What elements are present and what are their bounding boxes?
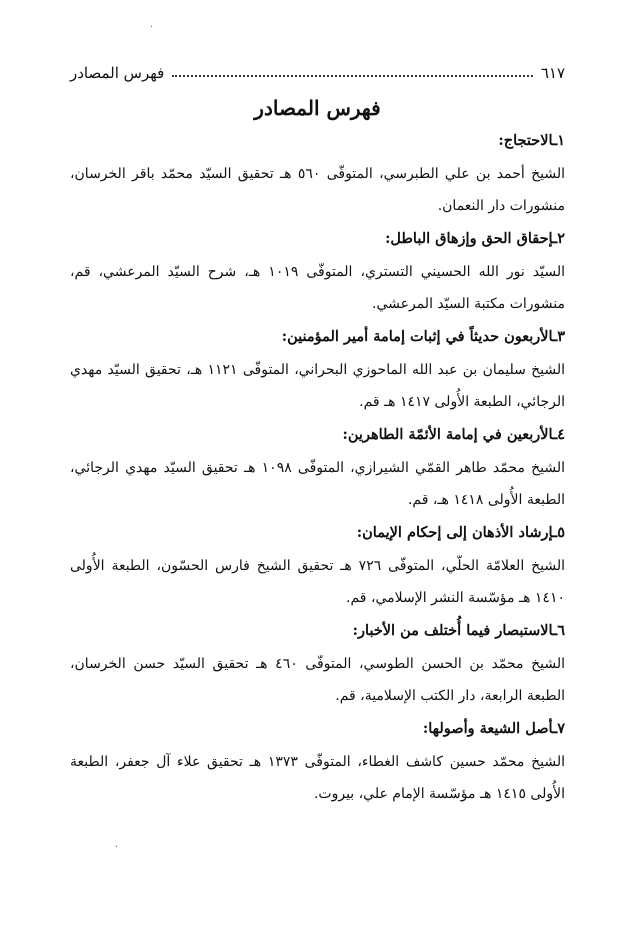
page-title: فهرس المصادر [254,96,381,120]
scan-speck: · [115,842,119,853]
entry-title-line [70,320,565,354]
entry-title-line [70,418,565,452]
entry-title: إحقاق الحق وإزهاق الباطل: [385,230,553,247]
entry-title: الاستبصار فيما أُختلف من الأخبار: [352,622,553,639]
bibliography-entry [70,614,565,712]
entry-title: الأربعين في إمامة الأئمّة الطاهرين: [342,426,553,443]
entry-number: ١ـ [552,132,565,149]
entry-description: الشيخ محمّد حسين كاشف الغطاء، المتوفّى ١٣٧٣ هـ تحقيق علاء آل جعفر، الطبعة الأُولى ١٤١٥ هـ مؤسّسة الإمام علي، بيروت. [70,754,566,802]
header-dot-leader [172,74,532,77]
scan-speck: · [150,22,154,33]
entry-title-line [70,712,565,746]
bibliography-entry [70,712,565,810]
bibliography-entry [70,516,565,614]
entry-title: الاحتجاج: [498,132,553,149]
running-header [70,58,565,82]
entry-description: الشيخ سليمان بن عبد الله الماحوزي البحراني، المتوفّى ١١٢١ هـ، تحقيق السيّد مهدي الرجائي، الطبعة الأُولى ١٤١٧ هـ قم. [70,362,565,410]
entry-description: الشيخ أحمد بن علي الطبرسي، المتوفّى ٥٦٠ هـ تحقيق السيّد محمّد باقر الخرسان، منشورات دار النعمان. [70,166,565,214]
entry-number: ٦ـ [552,622,565,639]
entry-title-line [70,516,565,550]
entry-number: ٣ـ [552,328,565,345]
entry-title-line [70,614,565,648]
entry-number: ٤ـ [552,426,565,443]
entry-number: ٢ـ [552,230,565,247]
entry-title-line [70,222,565,256]
bibliography-entry [70,124,565,222]
entry-number: ٥ـ [552,524,565,541]
entry-description: الشيخ محمّد طاهر القمّي الشيرازي، المتوفّى ١٠٩٨ هـ تحقيق السيّد مهدي الرجائي، الطبعة الأُولى ١٤١٨ هـ، قم. [70,460,565,508]
page-number: ٦١٧ [540,64,565,82]
entry-title-line [70,124,565,158]
entry-number: ٧ـ [552,720,565,737]
entry-title: أصل الشيعة وأصولها: [422,720,553,737]
entry-title: إرشاد الأذهان إلى إحكام الإيمان: [356,524,553,541]
bibliography-entry [70,222,565,320]
bibliography-entry [70,320,565,418]
entry-title: الأربعون حديثاً في إثبات إمامة أمير المؤمنين: [281,328,553,345]
entry-description: الشيخ العلامّة الحلّي، المتوفّى ٧٢٦ هـ تحقيق الشيخ فارس الحسّون، الطبعة الأُولى ١٤١٠ هـ مؤسّسة النشر الإسلامي، قم. [70,558,565,606]
entry-description: السيّد نور الله الحسيني التستري، المتوفّى ١٠١٩ هـ، شرح السيّد المرعشي، قم، منشورات مكتبة السيّد المرعشي. [70,264,565,312]
bibliography-entry [70,418,565,516]
bibliography-list [70,124,565,810]
entry-description: الشيخ محمّد بن الحسن الطوسي، المتوفّى ٤٦٠ هـ تحقيق السيّد حسن الخرسان، الطبعة الرابعة، دار الكتب الإسلامية، قم. [70,656,565,704]
running-title: فهرس المصادر [70,64,165,82]
